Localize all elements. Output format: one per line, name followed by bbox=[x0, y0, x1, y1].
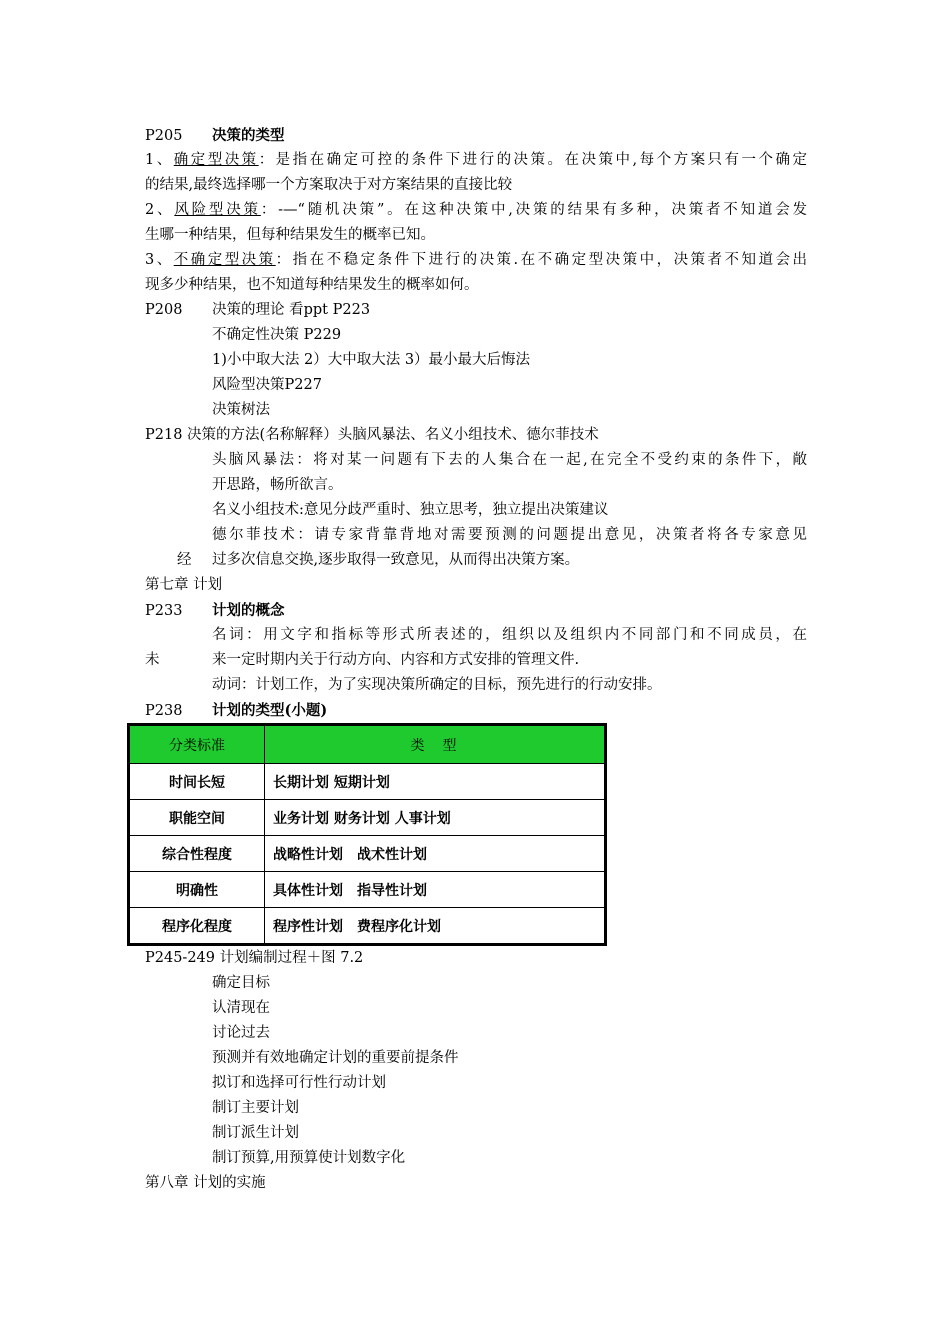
paragraph-line: 的结果,最终选择哪一个方案取决于对方案结果的直接比较 bbox=[145, 177, 513, 193]
list-item: 制订主要计划 bbox=[212, 1100, 299, 1116]
term: 确定型决策 bbox=[173, 152, 259, 168]
section-heading: P208 决策的理论 看ppt P223 bbox=[145, 298, 807, 323]
list-item: 认清现在 bbox=[212, 1000, 270, 1016]
heading-title: 计划的类型(小题) bbox=[212, 702, 328, 719]
table-row bbox=[129, 836, 606, 872]
list-item: 制订预算,用预算使计划数字化 bbox=[212, 1150, 406, 1166]
table-cell: 时间长短 bbox=[129, 764, 265, 800]
paragraph-line: 开思路，畅所欲言。 bbox=[212, 477, 343, 493]
list-item: 预测并有效地确定计划的重要前提条件 bbox=[212, 1050, 459, 1066]
table-cell: 业务计划 财务计划 人事计划 bbox=[265, 800, 606, 836]
table-row bbox=[129, 908, 606, 945]
section-heading: P218 决策的方法(名称解释）头脑风暴法、名义小组技术、德尔菲技术 bbox=[145, 427, 599, 443]
heading-title: 计划的概念 bbox=[212, 602, 285, 619]
paragraph-line: 名义小组技术:意见分歧严重时、独立思考，独立提出决策建议 bbox=[212, 502, 609, 518]
table-row bbox=[129, 800, 606, 836]
table-header-cell: 分类标准 bbox=[129, 725, 265, 764]
chapter-title: 第七章 计划 bbox=[145, 577, 223, 593]
paragraph-line: 经 过多次信息交换,逐步取得一致意见，从而得出决策方案。 bbox=[145, 548, 807, 573]
table-header-cell: 类 型 bbox=[265, 725, 606, 764]
table-cell: 战略性计划 战术性计划 bbox=[265, 836, 606, 872]
list-item: 确定目标 bbox=[212, 975, 270, 991]
paragraph-line: 名词：用文字和指标等形式所表述的，组织以及组织内不同部门和不同成员，在 bbox=[212, 627, 807, 643]
paragraph-line: 未 来一定时期内关于行动方向、内容和方式安排的管理文件. bbox=[145, 648, 807, 673]
section-heading bbox=[145, 123, 807, 148]
list-item: 风险型决策P227 bbox=[212, 377, 322, 393]
page-ref: P233 bbox=[145, 603, 183, 619]
table-row bbox=[129, 764, 606, 800]
paragraph-line: 2、风险型决策：-—“随机决策”。在这种决策中,决策的结果有多种，决策者不知道会发 bbox=[145, 202, 807, 218]
table-cell: 综合性程度 bbox=[129, 836, 265, 872]
term: 不确定型决策 bbox=[173, 252, 276, 268]
paragraph-line: 现多少种结果，也不知道每种结果发生的概率如何。 bbox=[145, 277, 479, 293]
table-cell: 程序性计划 费程序化计划 bbox=[265, 908, 606, 945]
heading-title: 决策的类型 bbox=[212, 127, 285, 144]
document-page bbox=[145, 123, 807, 1196]
table-cell: 具体性计划 指导性计划 bbox=[265, 872, 606, 908]
paragraph-line: 3、不确定型决策：指在不稳定条件下进行的决策.在不确定型决策中，决策者不知道会出 bbox=[145, 252, 808, 268]
paragraph-line: 生哪一种结果，但每种结果发生的概率已知。 bbox=[145, 227, 435, 243]
section-heading: P245-249 计划编制过程＋图 7.2 bbox=[145, 950, 364, 966]
table-cell: 程序化程度 bbox=[129, 908, 265, 945]
list-item: 1)小中取大法 2）大中取大法 3）最小最大后悔法 bbox=[212, 352, 531, 368]
list-item: 不确定性决策 P229 bbox=[212, 327, 342, 343]
paragraph-line: 头脑风暴法：将对某一问题有下去的人集合在一起,在完全不受约束的条件下，敞 bbox=[212, 452, 807, 468]
list-item: 拟订和选择可行性行动计划 bbox=[212, 1075, 386, 1091]
section-heading bbox=[145, 598, 807, 623]
list-item: 决策树法 bbox=[212, 402, 270, 418]
page-ref: P238 bbox=[145, 703, 183, 719]
table-cell: 长期计划 短期计划 bbox=[265, 764, 606, 800]
term: 风险型决策 bbox=[174, 202, 261, 218]
paragraph-line: 动词：计划工作，为了实现决策所确定的目标，预先进行的行动安排。 bbox=[212, 677, 662, 693]
list-item: 制订派生计划 bbox=[212, 1125, 299, 1141]
table-row bbox=[129, 872, 606, 908]
paragraph-line: 德尔菲技术：请专家背靠背地对需要预测的问题提出意见，决策者将各专家意见 bbox=[212, 527, 807, 543]
paragraph-line: 1、确定型决策：是指在确定可控的条件下进行的决策。在决策中,每个方案只有一个确定 bbox=[145, 152, 808, 168]
table-cell: 职能空间 bbox=[129, 800, 265, 836]
table-header-row bbox=[129, 725, 606, 764]
hanging-char: 经 bbox=[177, 552, 192, 568]
page-ref: P205 bbox=[145, 128, 183, 144]
table-cell: 明确性 bbox=[129, 872, 265, 908]
section-heading bbox=[145, 698, 807, 723]
plan-types-table bbox=[127, 723, 607, 946]
page-ref: P208 bbox=[145, 302, 183, 318]
chapter-title: 第八章 计划的实施 bbox=[145, 1175, 266, 1191]
list-item: 讨论过去 bbox=[212, 1025, 270, 1041]
hanging-char: 未 bbox=[145, 652, 160, 668]
